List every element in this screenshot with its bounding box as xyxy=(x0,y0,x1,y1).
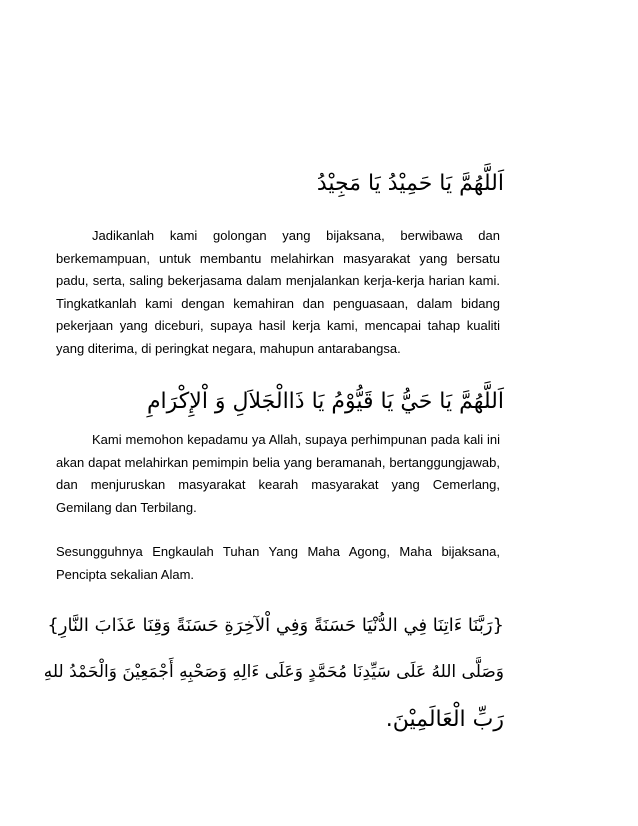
paragraph-2: Kami memohon kepadamu ya Allah, supaya perhimpunan pada kali ini akan dapat melahirkan pemimpin belia yang beramanah, bertanggungjawab, dan menjuruskan masyarakat kearah masyarakat yang Cemerlang, Gemilang dan Terbilang. xyxy=(56,432,500,515)
arabic-heading-2: اَللَّهُمَّ يَا حَيُّ يَا قَيُّوْمُ يَا ذَاالْجَلاَلِ وَ اْلإِكْرَامِ xyxy=(146,389,504,414)
arabic-heading-1: اَللَّهُمَّ يَا حَمِيْدُ يَا مَجِيْدُ xyxy=(316,171,504,196)
closing-statement: Sesungguhnya Engkaulah Tuhan Yang Maha Agong, Maha bijaksana, Pencipta sekalian Alam. xyxy=(56,544,500,582)
closing-doa-line-2: وَصَلَّى اللهُ عَلَى سَيِّدِنَا مُحَمَّدٍ وَعَلَى ءَالِهِ وَصَحْبِهِ أَجْمَعِيْنَ وَالْحَمْدُ للهِ xyxy=(43,662,504,682)
paragraph-1: Jadikanlah kami golongan yang bijaksana, berwibawa dan berkemampuan, untuk membantu melahirkan masyarakat yang bersatu padu, serta, saling bekerjasama dalam menjalankan kerja-kerja harian kami. Tingkatkanlah kami dengan kemahiran dan penguasaan, dalam bidang pekerjaan yang diceburi, supaya hasil kerja kami, mencapai tahap kualiti yang diterima, di peringkat negara, mahupun antarabangsa. xyxy=(56,228,500,356)
closing-doa-line-3: رَبِّ الْعَالَمِيْنَ. xyxy=(385,707,504,732)
closing-doa-line-1: {رَبَّنَا ءَاتِنَا فِي الدُّنْيَا حَسَنَةً وَفِي اْلآخِرَةِ حَسَنَةً وَقِنَا عَذَابَ النَّارِ} xyxy=(47,615,504,636)
closing-doa xyxy=(44,602,504,743)
